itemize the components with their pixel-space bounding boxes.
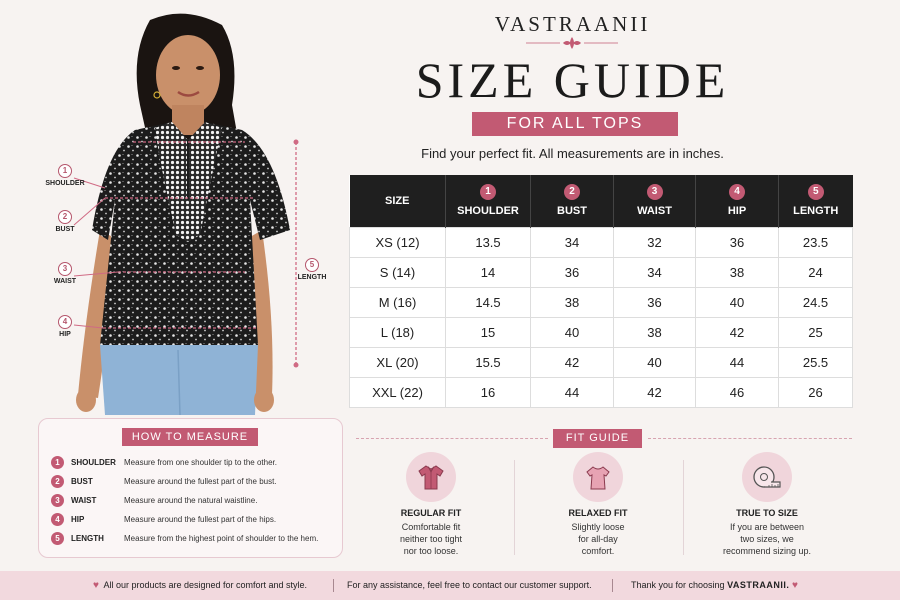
fit-guide-title: FIT GUIDE bbox=[553, 429, 642, 448]
waist-cell: 40 bbox=[614, 347, 696, 377]
model-label-length bbox=[287, 258, 337, 281]
model-label-number: 5 bbox=[305, 258, 319, 272]
footer-left-text: All our products are designed for comfort and style. bbox=[103, 580, 308, 590]
model-label-text: LENGTH bbox=[297, 274, 327, 281]
page-title: SIZE GUIDE bbox=[415, 52, 730, 108]
shoulder-cell: 15 bbox=[446, 317, 531, 347]
intro-text: Find your perfect fit. All measurements are in inches. bbox=[421, 146, 724, 161]
hip-cell: 40 bbox=[696, 287, 779, 317]
measure-name: LENGTH bbox=[71, 533, 104, 543]
length-cell: 25.5 bbox=[779, 347, 853, 377]
hip-cell: 38 bbox=[696, 257, 779, 287]
model-illustration bbox=[0, 0, 345, 415]
waist-cell: 32 bbox=[614, 227, 696, 257]
footer-left bbox=[93, 571, 307, 600]
size-cell: XS (12) bbox=[350, 227, 446, 257]
shoulder-cell: 13.5 bbox=[446, 227, 531, 257]
column-header-waist bbox=[614, 175, 696, 227]
model-label-text: HIP bbox=[59, 331, 71, 338]
bust-cell: 38 bbox=[531, 287, 614, 317]
model-label-number: 4 bbox=[58, 315, 72, 329]
measure-name: SHOULDER bbox=[71, 457, 116, 467]
column-header-length bbox=[779, 175, 853, 227]
heart-icon: ♥ bbox=[93, 580, 99, 591]
table-row bbox=[350, 377, 853, 407]
footer-separator bbox=[333, 579, 334, 592]
fit-description: Comfortable fit neither too tight nor too loose. bbox=[399, 522, 463, 556]
fit-description: Slightly loose for all-day comfort. bbox=[571, 522, 625, 556]
measure-number: 3 bbox=[51, 494, 64, 507]
measure-item-length bbox=[51, 531, 318, 545]
shoulder-cell: 14.5 bbox=[446, 287, 531, 317]
fit-separator bbox=[514, 460, 515, 555]
measure-item-bust bbox=[51, 474, 277, 488]
length-cell: 26 bbox=[779, 377, 853, 407]
model-figure bbox=[0, 0, 345, 415]
shoulder-cell: 16 bbox=[446, 377, 531, 407]
column-header-label: LENGTH bbox=[793, 205, 839, 218]
relaxed-tshirt-icon bbox=[573, 452, 623, 502]
column-number-badge: 2 bbox=[564, 184, 580, 200]
model-label-waist bbox=[40, 262, 90, 285]
measuring-tape-icon bbox=[742, 452, 792, 502]
length-cell: 23.5 bbox=[779, 227, 853, 257]
waist-cell: 34 bbox=[614, 257, 696, 287]
column-header-label: WAIST bbox=[637, 205, 672, 218]
table-header-row bbox=[350, 175, 853, 227]
shoulder-cell: 14 bbox=[446, 257, 531, 287]
fit-guide-divider-left bbox=[356, 438, 548, 439]
column-header-bust bbox=[531, 175, 614, 227]
model-label-number: 3 bbox=[58, 262, 72, 276]
bust-cell: 40 bbox=[531, 317, 614, 347]
column-number-badge: 5 bbox=[808, 184, 824, 200]
footer-separator bbox=[612, 579, 613, 592]
column-header-label: HIP bbox=[727, 205, 747, 218]
regular-shirt-icon bbox=[406, 452, 456, 502]
measure-item-hip bbox=[51, 512, 276, 526]
model-label-number: 2 bbox=[58, 210, 72, 224]
model-label-number: 1 bbox=[58, 164, 72, 178]
measure-number: 5 bbox=[51, 532, 64, 545]
model-label-bust bbox=[40, 210, 90, 233]
fit-separator bbox=[683, 460, 684, 555]
hip-cell: 36 bbox=[696, 227, 779, 257]
column-header-hip bbox=[696, 175, 779, 227]
how-to-measure-title: HOW TO MEASURE bbox=[122, 428, 258, 446]
fit-item-regular bbox=[361, 452, 501, 557]
hip-cell: 44 bbox=[696, 347, 779, 377]
bust-cell: 44 bbox=[531, 377, 614, 407]
table-row bbox=[350, 227, 853, 257]
table-row bbox=[350, 257, 853, 287]
fit-description: If you are between two sizes, we recommend sizing up. bbox=[722, 522, 812, 556]
measure-name: WAIST bbox=[71, 495, 97, 505]
length-cell: 25 bbox=[779, 317, 853, 347]
column-header-size: SIZE bbox=[350, 175, 446, 227]
model-label-hip bbox=[40, 315, 90, 338]
fit-name: REGULAR FIT bbox=[400, 508, 462, 518]
table-row bbox=[350, 347, 853, 377]
footer-brand: VASTRAANII. bbox=[727, 580, 790, 590]
model-label-text: SHOULDER bbox=[45, 180, 85, 187]
size-cell: XL (20) bbox=[350, 347, 446, 377]
bust-cell: 36 bbox=[531, 257, 614, 287]
measure-item-waist bbox=[51, 493, 257, 507]
heart-icon: ♥ bbox=[791, 580, 798, 591]
shoulder-cell: 15.5 bbox=[446, 347, 531, 377]
hip-cell: 46 bbox=[696, 377, 779, 407]
measure-description: Measure from one shoulder tip to the other. bbox=[124, 457, 277, 467]
length-cell: 24 bbox=[779, 257, 853, 287]
how-to-measure-panel bbox=[38, 418, 343, 558]
fit-name: RELAXED FIT bbox=[568, 508, 628, 518]
footer-right bbox=[631, 571, 798, 600]
size-cell: XXL (22) bbox=[350, 377, 446, 407]
measure-number: 1 bbox=[51, 456, 64, 469]
column-header-label: SHOULDER bbox=[457, 205, 519, 218]
footer-bar bbox=[0, 571, 900, 600]
fit-guide-divider-right bbox=[648, 438, 852, 439]
measure-item-shoulder bbox=[51, 455, 277, 469]
column-number-badge: 3 bbox=[647, 184, 663, 200]
column-number-badge: 4 bbox=[729, 184, 745, 200]
waist-cell: 36 bbox=[614, 287, 696, 317]
measure-number: 4 bbox=[51, 513, 64, 526]
subtitle-banner: FOR ALL TOPS bbox=[472, 112, 678, 136]
footer-right-text: Thank you for choosing bbox=[631, 580, 725, 590]
table-row bbox=[350, 287, 853, 317]
size-cell: L (18) bbox=[350, 317, 446, 347]
footer-middle: For any assistance, feel free to contact our customer support. bbox=[347, 580, 592, 590]
column-header-label: BUST bbox=[557, 205, 587, 218]
model-label-text: WAIST bbox=[53, 278, 77, 285]
brand-name: VASTRAANII bbox=[494, 12, 651, 36]
measure-description: Measure around the natural waistline. bbox=[124, 495, 258, 505]
length-cell: 24.5 bbox=[779, 287, 853, 317]
column-number-badge: 1 bbox=[480, 184, 496, 200]
model-label-shoulder bbox=[40, 164, 90, 187]
waist-cell: 42 bbox=[614, 377, 696, 407]
fit-item-true-to-size bbox=[697, 452, 837, 557]
measure-description: Measure around the fullest part of the bust. bbox=[124, 476, 277, 486]
fit-name: TRUE TO SIZE bbox=[736, 508, 798, 518]
bust-cell: 34 bbox=[531, 227, 614, 257]
column-header-shoulder bbox=[446, 175, 531, 227]
measure-name: BUST bbox=[71, 476, 93, 486]
measure-number: 2 bbox=[51, 475, 64, 488]
measure-name: HIP bbox=[71, 514, 85, 524]
size-table bbox=[349, 175, 853, 408]
size-cell: S (14) bbox=[350, 257, 446, 287]
table-row bbox=[350, 317, 853, 347]
waist-cell: 38 bbox=[614, 317, 696, 347]
hip-cell: 42 bbox=[696, 317, 779, 347]
bust-cell: 42 bbox=[531, 347, 614, 377]
fit-item-relaxed bbox=[528, 452, 668, 557]
measure-description: Measure around the fullest part of the hips. bbox=[124, 514, 277, 524]
model-label-text: BUST bbox=[55, 226, 75, 233]
floral-ornament-icon bbox=[522, 36, 622, 50]
size-cell: M (16) bbox=[350, 287, 446, 317]
measure-description: Measure from the highest point of shoulder to the hem. bbox=[124, 533, 319, 543]
